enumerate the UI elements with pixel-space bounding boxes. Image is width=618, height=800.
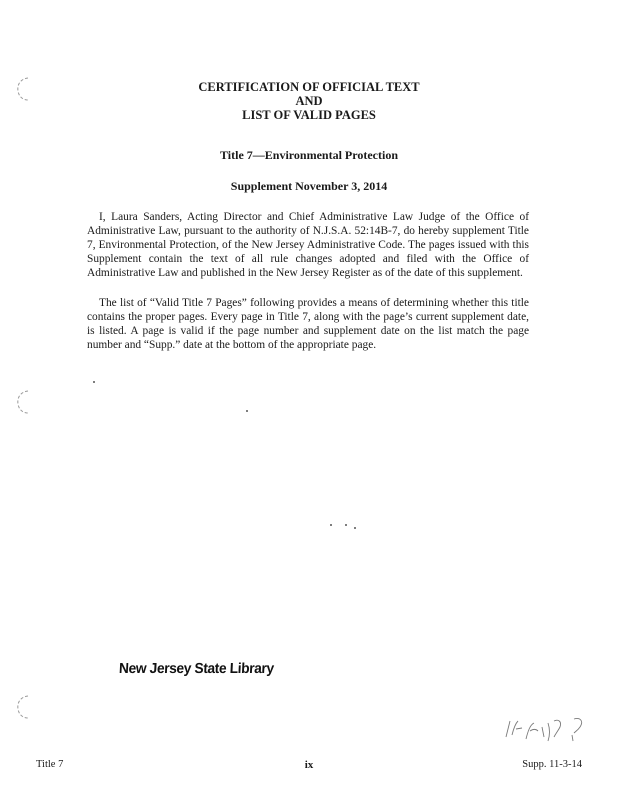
binder-hole-icon: [14, 693, 36, 721]
scan-speck: [330, 524, 332, 526]
title-heading: Title 7—Environmental Protection: [220, 148, 398, 162]
supplement-date-heading: Supplement November 3, 2014: [230, 179, 388, 193]
scan-speck: [93, 381, 95, 383]
binder-hole-icon: [14, 388, 36, 416]
footer-title: Title 7: [36, 759, 64, 770]
heading-and: AND: [295, 94, 323, 108]
valid-pages-paragraph: The list of “Valid Title 7 Pages” following provides a means of determining whether this title contains the proper pages. Every page in Title 7, along with the page’s current supplement date, is listed. A page is valid if the page number and supplement date on the list match the page number and “Supp.” date at the bottom of the appropriate page.: [87, 297, 529, 351]
valid-pages-heading: LIST OF VALID PAGES: [242, 108, 376, 122]
library-stamp: New Jersey State Library: [118, 661, 275, 677]
certification-paragraph: I, Laura Sanders, Acting Director and Chief Administrative Law Judge of the Office of Administrative Law, pursuant to the authority of N.J.S.A. 52:14B-7, do hereby supplement Title 7, Environmental Protection, of the New Jersey Administrative Code. The pages issued with this Supplement contain the text of all rule changes adopted and filed with the Office of Administrative Law and published in the New Jersey Register as of the date of this supplement.: [87, 211, 529, 279]
scan-speck: [246, 410, 248, 412]
handwritten-mark-icon: [500, 711, 595, 751]
certification-heading: CERTIFICATION OF OFFICIAL TEXT: [198, 80, 420, 94]
scan-speck: [354, 527, 356, 529]
scan-speck: [345, 524, 347, 526]
footer-supplement: Supp. 11-3-14: [522, 759, 582, 770]
page-number: ix: [304, 759, 314, 771]
